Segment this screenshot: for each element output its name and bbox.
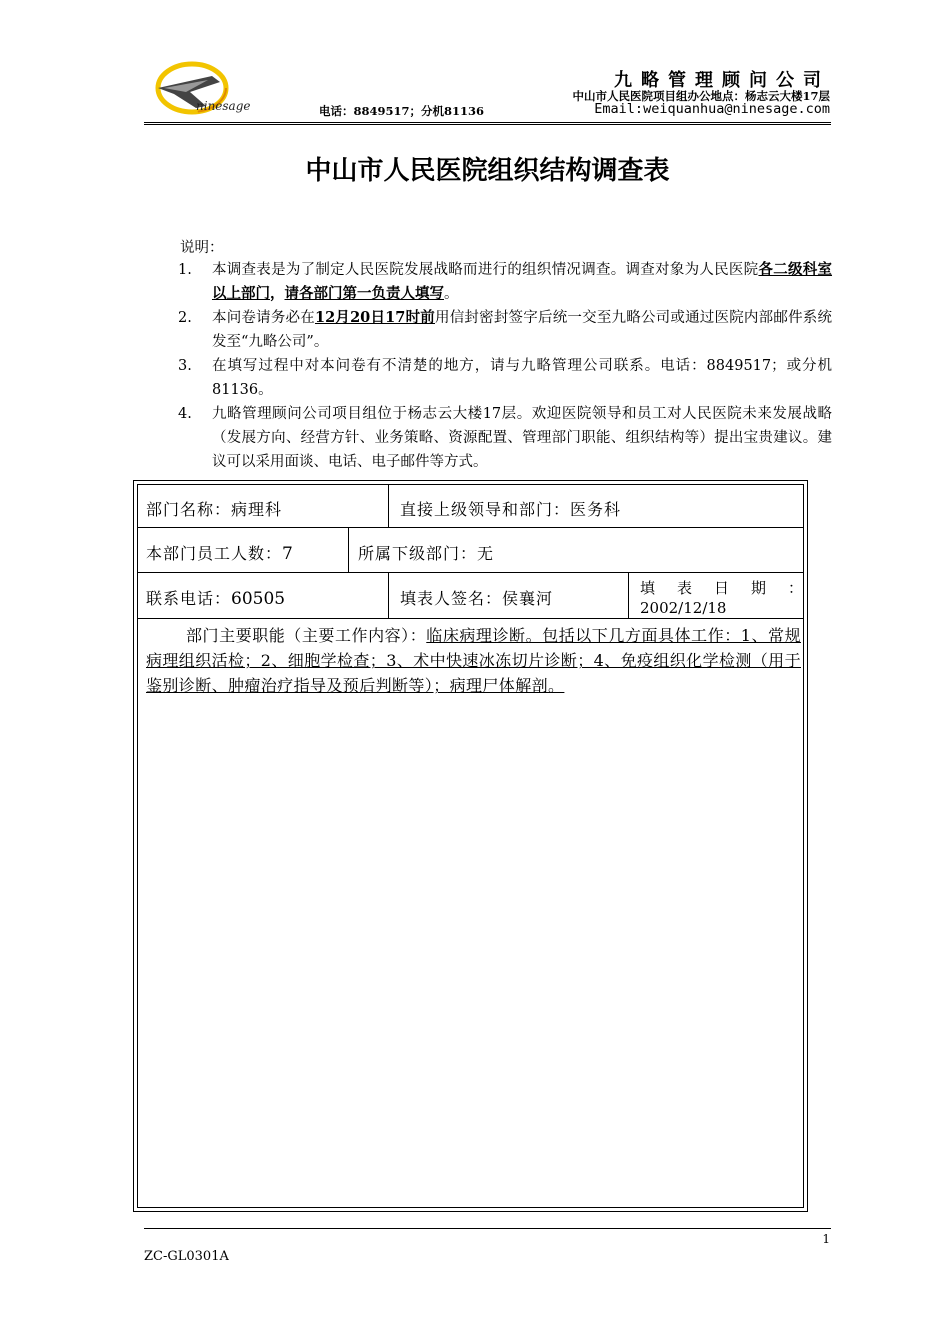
signer-label: 填表人签名： <box>400 589 503 608</box>
note-text: 九略管理顾问公司项目组位于杨志云大楼17层。欢迎医院领导和员工对人民医院未来发展战略（发展方向、经营方针、业务策略、资源配置、管理部门职能、组织结构等）提出宝贵建议。建议可以采用面谈、电话、电子邮件等方式。 <box>212 406 832 470</box>
note-text: 用信封密封签字后统一交至九略公司或通过医院内部邮件系统发至“九略公司”。 <box>212 310 832 350</box>
notes-label: 说明： <box>180 240 224 256</box>
header-phone: 电话：8849517；分机81136 <box>319 104 485 118</box>
note-text: 在填写过程中对本问卷有不清楚的地方，请与九略管理公司联系。电话：8849517；或分机81136。 <box>212 358 832 398</box>
row-divider <box>138 527 803 528</box>
dept-name-field[interactable] <box>146 497 282 520</box>
col-divider <box>628 572 629 618</box>
ninesage-logo-icon <box>150 58 265 128</box>
subordinate-field[interactable] <box>358 541 494 564</box>
office-address: 中山市人民医院项目组办公地点：杨志云大楼17层 <box>572 89 830 103</box>
header-rule-double <box>144 124 831 125</box>
header-email: Email:weiquanhua@ninesage.com <box>594 101 830 117</box>
subordinate-label: 所属下级部门： <box>358 544 478 563</box>
date-label: 填表日期： <box>640 579 826 597</box>
notes-list <box>178 258 832 474</box>
col-divider <box>388 485 389 527</box>
duties-field[interactable] <box>146 623 801 698</box>
dept-name-label: 部门名称： <box>146 500 232 519</box>
svg-text:ninesage: ninesage <box>196 99 251 113</box>
note-number: 4. <box>178 406 192 422</box>
company-logo <box>150 58 265 128</box>
superior-label: 直接上级领导和部门： <box>400 500 571 519</box>
note-item <box>178 258 832 306</box>
note-text: ， <box>270 285 285 302</box>
note-number: 2. <box>178 310 192 326</box>
page-number: 1 <box>822 1232 830 1246</box>
col-divider <box>388 572 389 618</box>
staff-count-label: 本部门员工人数： <box>146 544 283 563</box>
survey-form-inner <box>137 484 826 1208</box>
note-text: 。 <box>444 286 459 302</box>
footer-rule <box>144 1228 831 1229</box>
header-rule <box>144 122 831 123</box>
subordinate-value: 无 <box>477 544 495 563</box>
dept-name-value: 病理科 <box>231 500 283 519</box>
col-divider <box>348 527 349 572</box>
survey-form <box>133 480 826 1212</box>
note-emphasis: 请各部门第一负责人填写 <box>284 285 444 302</box>
signer-field[interactable] <box>400 586 553 609</box>
document-code: ZC-GL0301A <box>144 1249 229 1264</box>
note-emphasis: 各二级科室以上部门 <box>212 261 833 302</box>
duties-value: 临床病理诊断。包括以下几方面具体工作：1、常规病理组织活检；2、细胞学检查；3、术中快速冰冻切片诊断；4、免疫组织化学检测（用于鉴别诊断、肿瘤治疗指导及预后判断等）；病理尸体解剖。 <box>146 626 801 695</box>
note-emphasis: 12月20日17时前 <box>314 309 435 326</box>
date-value[interactable]: 2002/12/18 <box>640 599 727 617</box>
row-divider <box>138 618 803 619</box>
superior-value: 医务科 <box>570 500 622 519</box>
note-item <box>178 306 832 354</box>
staff-count-field[interactable] <box>146 541 293 564</box>
note-number: 3. <box>178 358 192 374</box>
staff-count-value: 7 <box>282 544 293 564</box>
phone-label: 联系电话： <box>146 589 232 608</box>
phone-value: 60505 <box>231 589 286 609</box>
page-title: 中山市人民医院组织结构调查表 <box>305 156 670 186</box>
signer-value: 侯襄河 <box>502 589 554 608</box>
superior-field[interactable] <box>400 497 621 520</box>
note-text: 本问卷请务必在 <box>212 310 315 326</box>
note-text: 本调查表是为了制定人民医院发展战略而进行的组织情况调查。调查对象为人民医院 <box>212 262 759 278</box>
note-item <box>178 354 832 402</box>
duties-label: 部门主要职能（主要工作内容）： <box>186 626 427 645</box>
row-divider <box>138 572 803 573</box>
note-item <box>178 402 832 474</box>
company-name: 九略管理顾问公司 <box>614 70 830 91</box>
note-number: 1. <box>178 262 192 278</box>
phone-field[interactable] <box>146 586 285 609</box>
